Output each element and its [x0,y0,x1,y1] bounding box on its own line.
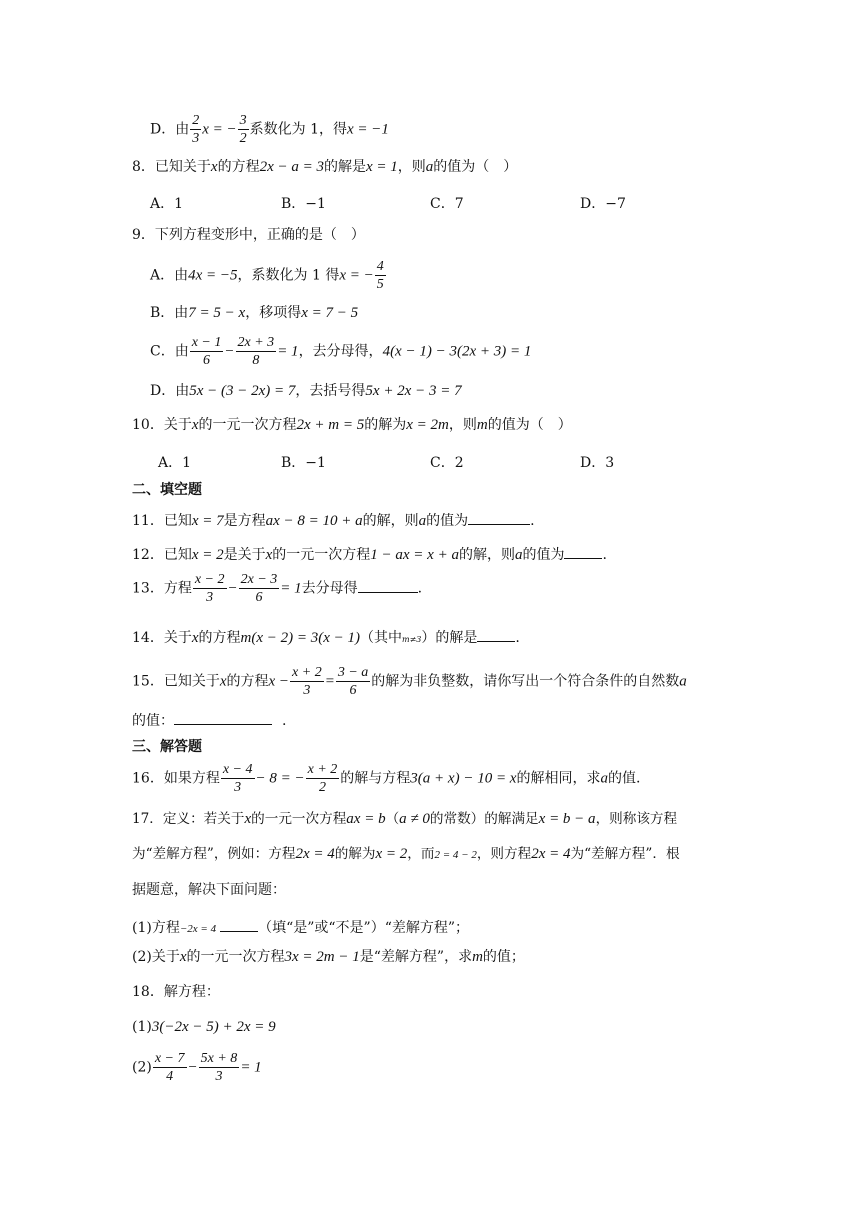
answer-blank[interactable] [468,510,530,525]
q14: 14．关于x的方程m(x − 2) = 3(x − 1)（其中m≠3）的解是 . [132,627,520,646]
q10-option-a[interactable]: A．1 [158,455,192,471]
q8-stem: 8．已知关于x的方程2x − a = 3的解是x = 1，则a的值为（ ） [132,159,518,175]
q17-part2: (2)关于x的一元一次方程3x = 2m − 1是“差解方程”，求m的值； [132,949,525,965]
q18-stem: 18．解方程： [132,984,220,1000]
q17-line2: 为“差解方程”，例如：方程2x = 4的解为x = 2，而2 = 4 − 2，则方程2x = 4为“差解方程”．根 [132,846,680,862]
answer-blank[interactable] [220,917,258,932]
q16: 16．如果方程 $\frac{x - 4}{3}$ − 8 = − $\frac{x + 2}{2}$ 的解与方程3(a + x) − 10 = x的解相同，求a的值. [132,762,641,795]
q13: 13．方程 $\frac{x - 2}{3}$ − $\frac{2x - 3}{6}$ = 1去分母得 . [132,572,423,605]
q11: 11．已知x = 7是方程ax − 8 = 10 + a的解，则a的值为 . [132,510,535,529]
answer-blank[interactable] [564,544,602,559]
fraction: $\frac{2}{3}$ [192,113,200,146]
q17-line3: 据题意，解决下面问题： [132,882,286,898]
q8-option-c[interactable]: C．7 [430,196,464,212]
q15-line2: 的值： . [132,710,286,728]
q17-part1: (1)方程−2x = 4 （填“是”或“不是”）“差解方程”； [132,917,469,935]
q10-option-c[interactable]: C．2 [430,455,464,471]
q10-option-b[interactable]: B．−1 [281,455,326,471]
q10-option-d[interactable]: D．3 [580,455,615,471]
q9-option-d[interactable]: D．由5x − (3 − 2x) = 7，去括号得5x + 2x − 3 = 7 [150,383,462,399]
q12: 12．已知x = 2是关于x的一元一次方程1 − ax = x + a的解，则a的值为 . [132,544,607,563]
q15: 15．已知关于x的方程x − $\frac{x + 2}{3}$ = $\frac{3 - a}{6}$ 的解为非负整数，请你写出一个符合条件的自然数a [132,665,687,698]
fraction: $\frac{x - 4}{3}$ [222,762,253,795]
q8-option-a[interactable]: A．1 [150,196,184,212]
q9-stem: 9．下列方程变形中，正确的是（ ） [132,227,365,243]
answer-blank[interactable] [174,710,272,725]
answer-blank[interactable] [477,627,515,642]
fraction: $\frac{x - 1}{6}$ [191,335,222,368]
q8-option-d[interactable]: D．−7 [580,196,626,212]
q18-part1: (1)3(−2x − 5) + 2x = 9 [132,1019,276,1035]
q9-option-b[interactable]: B．由7 = 5 − x，移项得x = 7 − 5 [150,305,359,321]
fraction: $\frac{2x + 3}{8}$ [237,335,275,368]
q9-option-c[interactable]: C．由 $\frac{x - 1}{6}$ − $\frac{2x + 3}{8}$ = 1，去分母得，4(x − 1) − 3(2x + 3) = 1 [150,335,532,368]
fraction: $\frac{x - 7}{4}$ [154,1051,185,1084]
section-title-fill-in: 二、填空题 [132,482,202,498]
fraction: $\frac{5x + 8}{3}$ [200,1051,238,1084]
answer-blank[interactable] [358,578,418,593]
fraction: $\frac{4}{5}$ [376,259,384,292]
fraction: $\frac{x - 2}{3}$ [194,572,225,605]
fraction: $\frac{x + 2}{3}$ [292,665,322,698]
fraction: $\frac{x + 2}{2}$ [307,762,338,795]
q17-line1: 17．定义：若关于x的一元一次方程ax = b（a ≠ 0的常数）的解满足x = b − a，则称该方程 [132,811,678,827]
fraction: $\frac{3 - a}{6}$ [337,665,369,698]
section-title-answer: 三、解答题 [132,739,202,755]
q18-part2: (2) $\frac{x - 7}{4}$ − $\frac{5x + 8}{3}$ = 1 [132,1051,262,1084]
fraction: $\frac{2x - 3}{6}$ [240,572,278,605]
q8-option-b[interactable]: B．−1 [281,196,326,212]
q7-option-d: D．由 $\frac{2}{3}$ x = − $\frac{3}{2}$ 系数化为 1，得x = −1 [150,113,389,146]
q9-option-a[interactable]: A．由4x = −5，系数化为 1 得x = − $\frac{4}{5}$ [150,259,384,292]
fraction: $\frac{3}{2}$ [239,113,247,146]
q10-stem: 10．关于x的一元一次方程2x + m = 5的解为x = 2m，则m的值为（ ） [132,417,572,433]
